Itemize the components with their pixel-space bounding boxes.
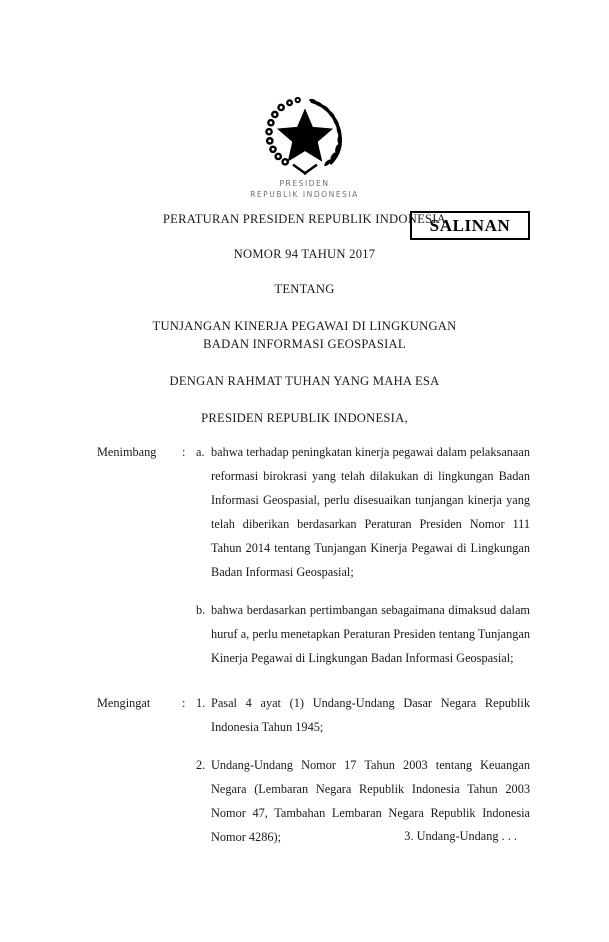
- clause-marker-1: 1.: [196, 696, 206, 710]
- clause-marker-a: a.: [196, 445, 205, 459]
- indonesian-presidential-seal-icon: [258, 92, 352, 180]
- clause-item: [0, 598, 609, 670]
- heading-number: NOMOR 94 TAHUN 2017: [233, 247, 376, 261]
- heading-about: TENTANG: [274, 282, 335, 296]
- clause-colon: :: [182, 445, 186, 459]
- clause-group-menimbang: [0, 440, 609, 670]
- clause-label-menimbang: Menimbang: [97, 445, 157, 459]
- clause-label-mengingat: Mengingat: [97, 696, 151, 710]
- clause-text-2: Undang-Undang Nomor 17 Tahun 2003 tentang Keuangan Negara (Lembaran Negara Republik Indonesia Tahun 2003 Nomor 47, Tambahan Lembaran Negara Republik Indonesia Nomor 4286);: [211, 758, 530, 844]
- clause-text-1: Pasal 4 ayat (1) Undang-Undang Dasar Negara Republik Indonesia Tahun 1945;: [211, 696, 530, 734]
- emblem-caption: [0, 178, 609, 200]
- page-continuation-note: 3. Undang-Undang . . .: [404, 829, 517, 843]
- salinan-stamp-label: SALINAN: [429, 215, 511, 235]
- clause-sections: [0, 440, 609, 849]
- heading-blessing: DENGAN RAHMAT TUHAN YANG MAHA ESA: [169, 374, 440, 388]
- clause-colon: :: [182, 696, 186, 710]
- heading-regulation-type: PERATURAN PRESIDEN REPUBLIK INDONESIA: [162, 212, 447, 226]
- clause-item: [0, 691, 609, 739]
- heading-subject-line-2: BADAN INFORMASI GEOSPASIAL: [203, 337, 406, 351]
- emblem-caption-line-2: REPUBLIK INDONESIA: [250, 190, 359, 199]
- heading-issuer: PRESIDEN REPUBLIK INDONESIA,: [201, 411, 408, 425]
- clause-marker-b: b.: [196, 603, 206, 617]
- heading-subject-line-1: TUNJANGAN KINERJA PEGAWAI DI LINGKUNGAN: [152, 319, 457, 333]
- clause-marker-2: 2.: [196, 758, 206, 772]
- emblem-caption-line-1: PRESIDEN: [279, 179, 330, 188]
- clause-text-a: bahwa terhadap peningkatan kinerja pegawai dalam pelaksanaan reformasi birokrasi yang telah dilakukan di lingkungan Badan Informasi Geospasial, perlu disesuaikan tunjangan kinerja yang telah diberikan berdasarkan Peraturan Presiden Nomor 111 Tahun 2014 tentang Tunjangan Kinerja Pegawai di Lingkungan Badan Informasi Geospasial;: [211, 445, 530, 579]
- clause-text-b: bahwa berdasarkan pertimbangan sebagaimana dimaksud dalam huruf a, perlu menetapkan Peraturan Presiden tentang Tunjangan Kinerja Pegawai di Lingkungan Badan Informasi Geospasial;: [211, 603, 530, 665]
- clause-item: [0, 440, 609, 584]
- document-headings: [0, 212, 609, 426]
